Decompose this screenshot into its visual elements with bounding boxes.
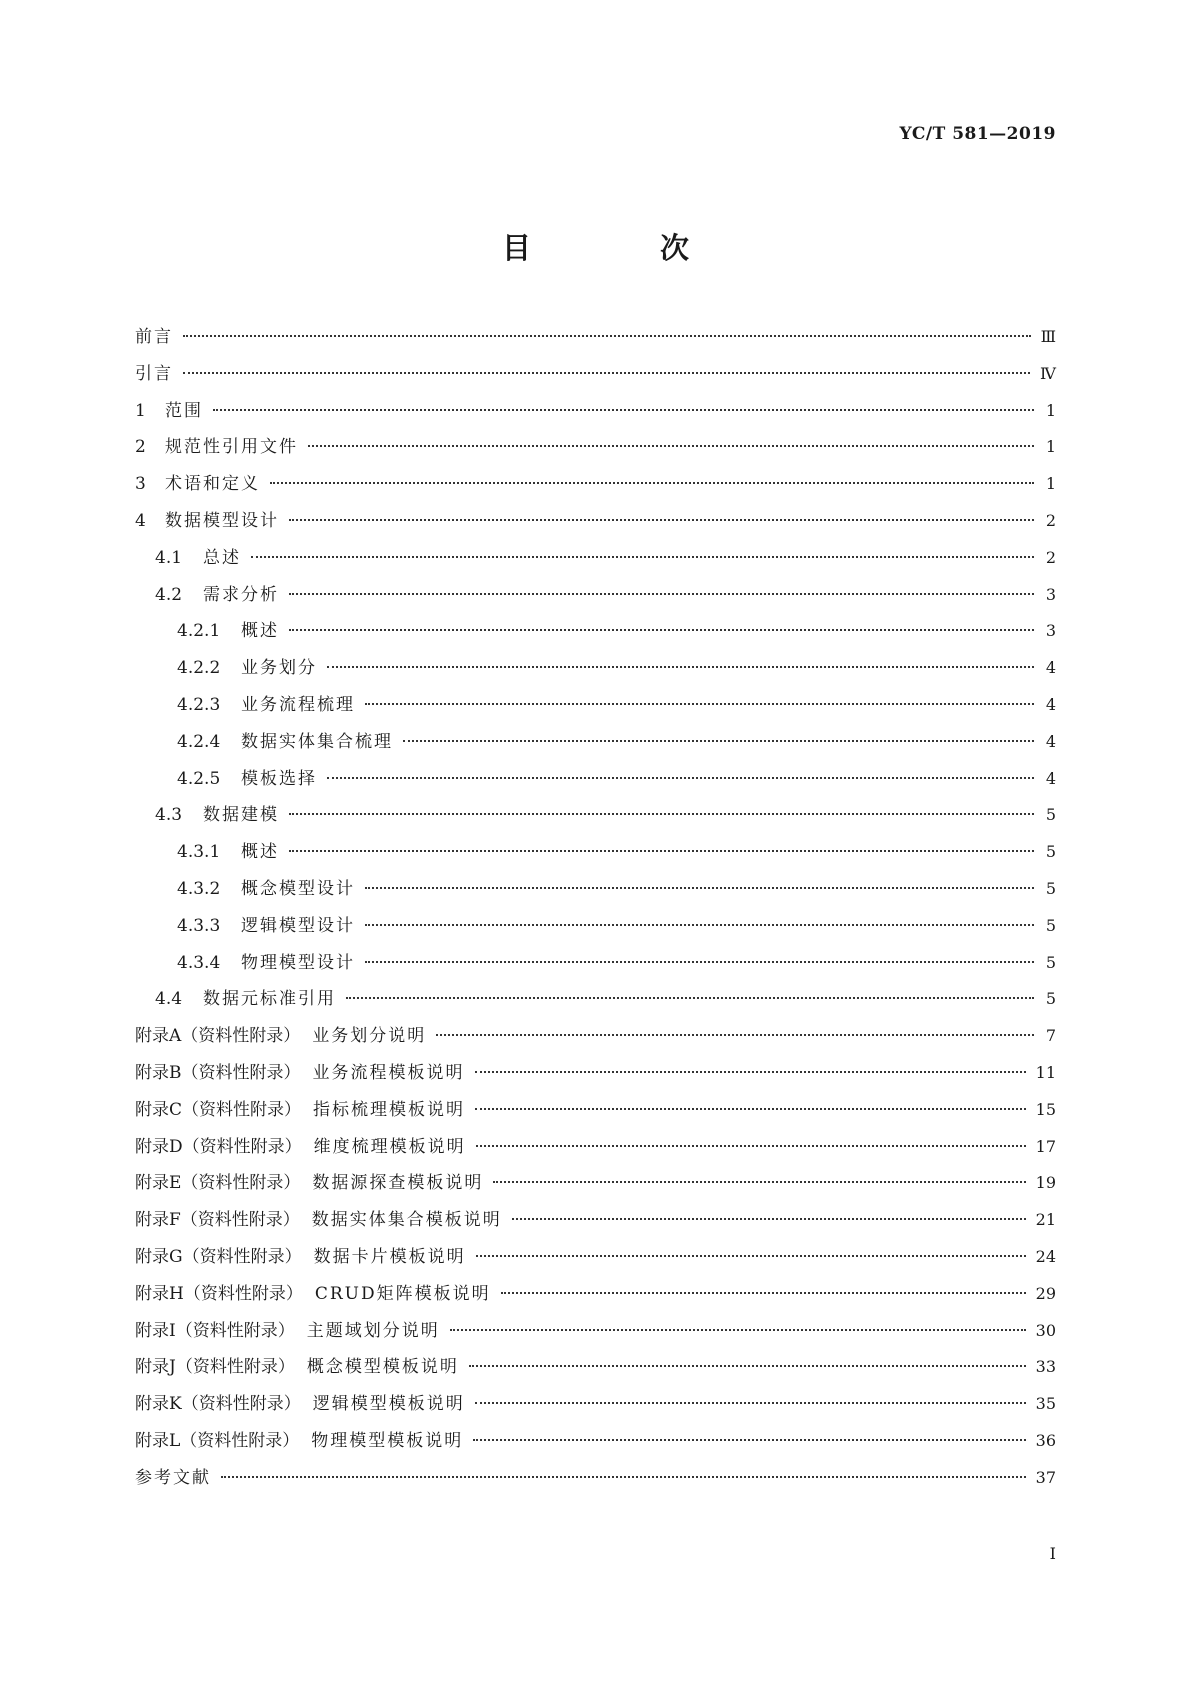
toc-entry-label: 概念模型设计 [241,878,355,899]
toc-entry[interactable] [135,874,1056,911]
toc-entry-number: 附录H（资料性附录） [135,1283,303,1304]
toc-entry-page: 5 [1045,915,1056,935]
toc-entry-page: 11 [1035,1062,1056,1082]
toc-entry[interactable] [135,984,1056,1021]
toc-entry-page: 4 [1045,731,1056,751]
toc-dot-leader [475,1402,1026,1404]
toc-entry-number: 附录G（资料性附录） [135,1246,302,1267]
toc-dot-leader [251,556,1034,558]
toc-entry-page: 30 [1035,1320,1056,1340]
toc-entry-label: 逻辑模型模板说明 [312,1394,465,1415]
toc-entry-label: 业务流程梳理 [241,694,355,715]
toc-dot-leader [289,519,1034,521]
toc-entry[interactable] [135,1242,1056,1279]
toc-entry-label: 术语和定义 [165,474,260,495]
toc-entry-label: 需求分析 [203,584,279,605]
toc-entry-page: 1 [1045,474,1056,494]
toc-entry-page: 1 [1045,400,1056,420]
toc-dot-leader [469,1365,1026,1367]
toc-dot-leader [183,335,1031,337]
toc-entry-label: 范围 [165,400,203,421]
toc-entry-label: 概述 [241,842,279,863]
toc-entry-number: 3 [135,474,146,495]
toc-dot-leader [346,997,1034,999]
toc-entry[interactable] [135,469,1056,506]
toc-entry-page: 15 [1035,1099,1056,1119]
toc-dot-leader [221,1476,1026,1478]
toc-dot-leader [436,1034,1034,1036]
toc-entry[interactable] [135,1021,1056,1058]
toc-entry-number: 1 [135,400,146,421]
toc-entry[interactable] [135,911,1056,948]
toc-entry-number: 附录B（资料性附录） [135,1062,301,1083]
toc-entry[interactable] [135,1095,1056,1132]
toc-entry-label: 引言 [135,363,173,384]
toc-entry[interactable] [135,616,1056,653]
toc-entry-number: 附录F（资料性附录） [135,1210,300,1231]
toc-entry-label: 逻辑模型设计 [241,915,355,936]
toc-dot-leader [475,1108,1026,1110]
toc-entry-page: 4 [1045,768,1056,788]
toc-entry-label: 规范性引用文件 [165,437,298,458]
toc-dot-leader [403,740,1034,742]
toc-entry-page: 7 [1045,1026,1056,1046]
toc-entry-label: 概念模型模板说明 [306,1357,459,1378]
toc-entry-number: 2 [135,437,146,458]
toc-entry-page: 2 [1045,547,1056,567]
toc-entry-label: CRUD矩阵模板说明 [314,1283,491,1304]
toc-entry-number: 4.2 [155,584,183,605]
toc-entry-number: 4.2.5 [177,768,221,789]
toc-entry-page: 24 [1035,1246,1056,1266]
toc-entry[interactable] [135,1205,1056,1242]
toc-dot-leader [475,1071,1026,1073]
toc-entry-page: 2 [1045,510,1056,530]
toc-entry[interactable] [135,1426,1056,1463]
toc-entry[interactable] [135,1058,1056,1095]
toc-entry-label: 物理模型设计 [241,952,355,973]
toc-entry[interactable] [135,1389,1056,1426]
toc-entry-number: 4.2.4 [177,731,221,752]
toc-entry-page: 33 [1035,1357,1056,1377]
toc-dot-leader [289,593,1034,595]
toc-entry[interactable] [135,690,1056,727]
toc-entry[interactable] [135,800,1056,837]
toc-entry-page: 4 [1045,658,1056,678]
toc-entry-label: 数据模型设计 [165,510,279,531]
toc-dot-leader [493,1181,1025,1183]
toc-entry[interactable] [135,764,1056,801]
toc-entry-number: 附录D（资料性附录） [135,1136,302,1157]
toc-entry[interactable] [135,1168,1056,1205]
toc-entry[interactable] [135,432,1056,469]
toc-entry-number: 4.3.4 [177,952,221,973]
toc-entry-label: 业务流程模板说明 [312,1062,465,1083]
toc-entry-number: 4.2.1 [177,621,221,642]
toc-entry-label: 数据源探查模板说明 [312,1173,484,1194]
toc-dot-leader [183,372,1030,374]
toc-dot-leader [289,629,1034,631]
toc-entry[interactable] [135,653,1056,690]
toc-entry-number: 4 [135,510,146,531]
toc-entry-label: 业务划分 [241,658,317,679]
toc-dot-leader [365,924,1034,926]
toc-dot-leader [473,1439,1025,1441]
toc-entry-number: 附录C（资料性附录） [135,1099,302,1120]
toc-entry-page: 5 [1045,842,1056,862]
toc-entry-page: 5 [1045,805,1056,825]
toc-entry-page: 17 [1035,1136,1056,1156]
toc-dot-leader [476,1255,1026,1257]
toc-entry[interactable] [135,837,1056,874]
toc-dot-leader [450,1329,1026,1331]
toc-entry-label: 数据元标准引用 [203,989,336,1010]
toc-entry[interactable] [135,543,1056,580]
document-code: YC/T 581—2019 [899,124,1056,144]
toc-entry[interactable] [135,580,1056,617]
toc-entry-page: 21 [1035,1210,1056,1230]
toc-dot-leader [327,666,1034,668]
toc-entry[interactable] [135,322,1056,359]
toc-entry[interactable] [135,1463,1056,1500]
toc-dot-leader [365,887,1034,889]
toc-entry-number: 4.1 [155,547,183,568]
toc-entry-page: 5 [1045,878,1056,898]
toc-dot-leader [365,961,1034,963]
toc-entry-number: 附录L（资料性附录） [135,1430,300,1451]
toc-entry[interactable] [135,1132,1056,1169]
toc-entry-number: 4.3 [155,805,183,826]
toc-dot-leader [289,813,1034,815]
toc-dot-leader [327,777,1034,779]
toc-entry-page: Ⅳ [1040,363,1056,383]
toc-dot-leader [308,445,1034,447]
toc-entry[interactable] [135,1316,1056,1353]
toc-entry[interactable] [135,506,1056,543]
toc-dot-leader [213,409,1034,411]
toc-entry-page: 5 [1045,952,1056,972]
toc-entry-page: 3 [1045,584,1056,604]
toc-entry-page: 36 [1035,1430,1056,1450]
toc-dot-leader [289,850,1034,852]
toc-entry-page: 19 [1035,1173,1056,1193]
toc-entry-number: 附录A（资料性附录） [135,1026,301,1047]
toc-entry-label: 参考文献 [135,1467,211,1488]
toc-entry-label: 数据实体集合梳理 [241,731,393,752]
toc-entry[interactable] [135,1352,1056,1389]
toc-entry-number: 附录K（资料性附录） [135,1394,301,1415]
toc-entry-page: 5 [1045,989,1056,1009]
toc-entry[interactable] [135,359,1056,396]
toc-entry-number: 附录J（资料性附录） [135,1357,295,1378]
toc-entry-label: 模板选择 [241,768,317,789]
toc-entry-page: 37 [1035,1467,1056,1487]
toc-entry[interactable] [135,396,1056,433]
toc-entry[interactable] [135,727,1056,764]
toc-entry-label: 主题域划分说明 [306,1320,440,1341]
page-title: 目 次 [501,231,739,265]
toc-entry-number: 4.2.3 [177,694,221,715]
table-of-contents [135,322,1056,1500]
toc-entry-number: 4.4 [155,989,183,1010]
toc-entry-page: 1 [1045,437,1056,457]
toc-entry-number: 附录I（资料性附录） [135,1320,295,1341]
toc-entry-number: 4.3.2 [177,878,221,899]
toc-entry-label: 指标梳理模板说明 [313,1099,466,1120]
toc-dot-leader [270,482,1034,484]
toc-entry-label: 数据卡片模板说明 [313,1246,466,1267]
toc-entry-number: 4.3.1 [177,842,221,863]
toc-dot-leader [476,1145,1026,1147]
toc-entry-label: 前言 [135,327,173,347]
toc-entry-page: 3 [1045,621,1056,641]
toc-entry-label: 物理模型模板说明 [311,1430,464,1451]
toc-entry-page: 35 [1035,1394,1056,1414]
toc-entry-page: Ⅲ [1040,327,1056,346]
toc-entry-number: 4.2.2 [177,658,221,679]
toc-dot-leader [501,1292,1026,1294]
toc-entry[interactable] [135,1279,1056,1316]
toc-dot-leader [512,1218,1026,1220]
toc-entry-number: 4.3.3 [177,915,221,936]
toc-entry-page: 29 [1035,1283,1056,1303]
page-number: I [1049,1544,1056,1563]
toc-entry-label: 业务划分说明 [312,1026,427,1047]
toc-entry-page: 4 [1045,694,1056,714]
toc-entry-label: 总述 [203,547,241,568]
toc-entry-label: 概述 [241,621,279,642]
toc-entry-label: 数据实体集合模板说明 [311,1210,502,1231]
toc-dot-leader [365,703,1034,705]
toc-entry-number: 附录E（资料性附录） [135,1173,301,1194]
toc-entry[interactable] [135,948,1056,985]
toc-entry-label: 维度梳理模板说明 [313,1136,466,1157]
toc-entry-label: 数据建模 [203,805,279,826]
